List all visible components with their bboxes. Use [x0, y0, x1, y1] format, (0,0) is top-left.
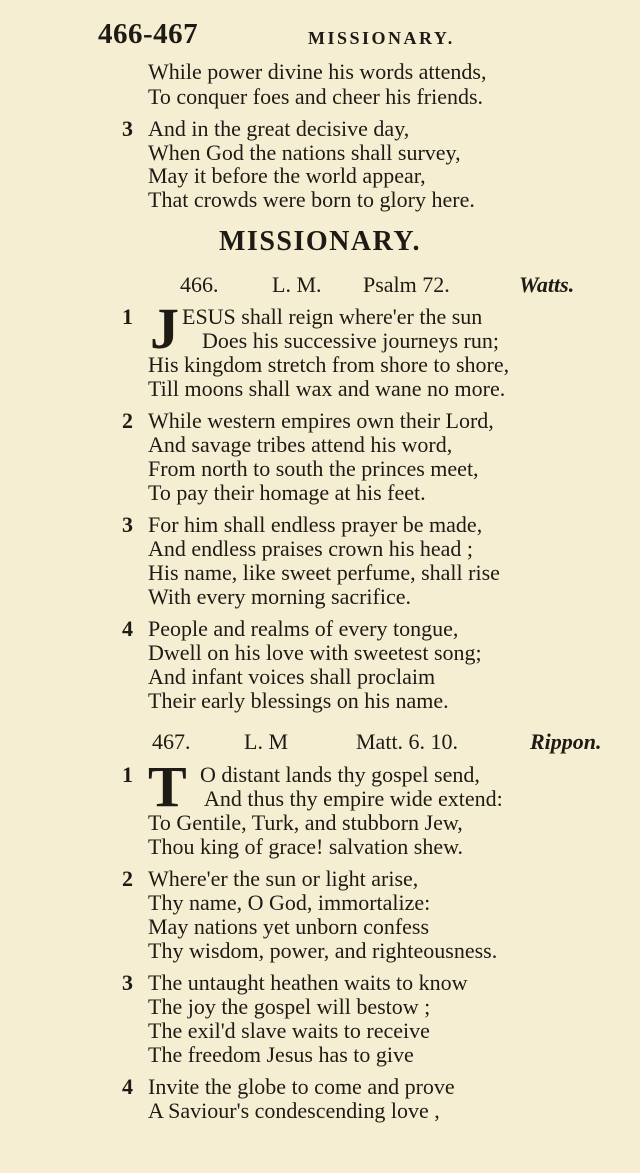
verse-line: To Gentile, Turk, and stubborn Jew, [148, 810, 463, 835]
verse-line: And in the great decisive day, [148, 116, 410, 141]
stanza-number: 2 [122, 866, 133, 891]
verse-line: While western empires own their Lord, [148, 408, 494, 433]
stanza-number: 4 [122, 1074, 133, 1099]
verse-line: Thy wisdom, power, and righteousness. [148, 938, 498, 963]
verse-line: Thou king of grace! salvation shew. [148, 834, 464, 859]
hymn-meter: L. M. [272, 272, 322, 297]
verse-line: While power divine his words attends, [148, 59, 487, 84]
verse-line: Till moons shall wax and wane no more. [148, 376, 506, 401]
stanza-number: 3 [122, 116, 133, 141]
section-title: MISSIONARY. [219, 226, 421, 257]
hymn-author: Rippon. [530, 729, 602, 754]
verse-line: Their early blessings on his name. [148, 688, 449, 713]
verse-line: And thus thy empire wide extend: [204, 786, 503, 811]
stanza-number: 3 [122, 512, 133, 537]
verse-line: The untaught heathen waits to know [148, 970, 468, 995]
stanza-number: 2 [122, 408, 133, 433]
page-header [98, 18, 618, 54]
verse-line: The joy the gospel will bestow ; [148, 994, 431, 1019]
verse-line: Thy name, O God, immortalize: [148, 890, 431, 915]
verse-line: And savage tribes attend his word, [148, 432, 453, 457]
verse-line: Invite the globe to come and prove [148, 1074, 455, 1099]
stanza-number: 3 [122, 970, 133, 995]
hymn-number: 466. [180, 272, 219, 297]
verse-line: And endless praises crown his head ; [148, 536, 474, 561]
verse-line: His name, like sweet perfume, shall rise [148, 560, 500, 585]
verse-line: May nations yet unborn confess [148, 914, 430, 939]
verse-line: That crowds were born to glory here. [148, 187, 475, 212]
hymn-meter: L. M [244, 729, 288, 754]
verse-line: May it before the world appear, [148, 163, 426, 188]
verse-line: And infant voices shall proclaim [148, 664, 436, 689]
verse-line: Does his successive journeys run; [202, 328, 499, 353]
hymn-number: 467. [152, 729, 191, 754]
drop-cap: J [150, 296, 179, 361]
verse-line: O distant lands thy gospel send, [200, 762, 480, 787]
verse-line: The freedom Jesus has to give [148, 1042, 414, 1067]
verse-line: With every morning sacrifice. [148, 584, 412, 609]
verse-line: Dwell on his love with sweetest song; [148, 640, 482, 665]
page-numbers: 466-467 [98, 18, 199, 50]
verse-line: To conquer foes and cheer his friends. [148, 84, 484, 109]
verse-line: The exil'd slave waits to receive [148, 1018, 430, 1043]
stanza-number: 1 [122, 304, 133, 329]
verse-line: When God the nations shall survey, [148, 140, 461, 165]
stanza-number: 1 [122, 762, 133, 787]
verse-line: From north to south the princes meet, [148, 456, 479, 481]
hymn-author: Watts. [519, 272, 575, 297]
running-title: MISSIONARY. [308, 28, 455, 48]
hymn-reference: Matt. 6. 10. [356, 729, 459, 754]
verse-line: To pay their homage at his feet. [148, 480, 426, 505]
hymn-reference: Psalm 72. [363, 272, 450, 297]
drop-cap: T [148, 754, 187, 819]
verse-line: For him shall endless prayer be made, [148, 512, 483, 537]
verse-line: ESUS shall reign where'er the sun [182, 304, 483, 329]
verse-line: A Saviour's condescending love , [148, 1098, 440, 1123]
stanza-number: 4 [122, 616, 133, 641]
verse-line: His kingdom stretch from shore to shore, [148, 352, 510, 377]
verse-line: People and realms of every tongue, [148, 616, 459, 641]
verse-line: Where'er the sun or light arise, [148, 866, 419, 891]
